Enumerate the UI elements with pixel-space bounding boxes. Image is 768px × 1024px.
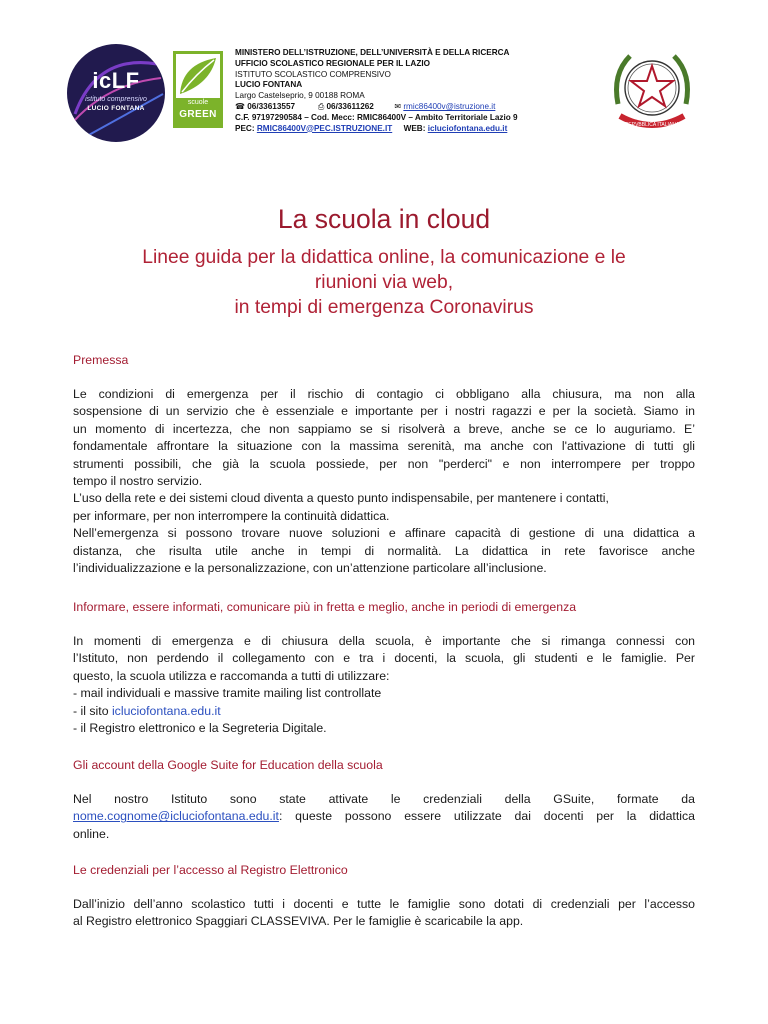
pec-label: PEC: (235, 123, 255, 133)
heading-registro: Le credenziali per l’accesso al Registro Elettronico (73, 863, 348, 877)
paragraph-gsuite (73, 791, 695, 843)
letterhead (235, 48, 605, 134)
paragraph-informare (73, 633, 695, 737)
ministry-name: MINISTERO DELL’ISTRUZIONE, DELL’UNIVERSITÀ E DELLA RICERCA (235, 48, 510, 57)
fiscal-codes: C.F. 97197290584 – Cod. Mecc: RMIC86400V – Ambito Territoriale Lazio 9 (235, 112, 518, 122)
fax-icon: ⎙ (317, 101, 325, 111)
text-line: fondamentale affrontare la situazione con la massima serenità, ma anche con l'attivazione di tutti gli (73, 439, 695, 454)
subtitle-line: riunioni via web, (314, 272, 454, 293)
text-line: distanza, che risulta utile anche in tempi di normalità. La didattica in rete favorisce anche (73, 543, 695, 558)
scuole-green-logo (173, 51, 223, 128)
text-line: un momento di incertezza, che non sappiamo se si risolverà a breve, anche se ce lo auguriamo. E’ (73, 421, 695, 436)
logo-sub2: LUCIO FONTANA (87, 105, 145, 112)
regional-office: UFFICIO SCOLASTICO REGIONALE PER IL LAZIO (235, 58, 430, 68)
list-item: - mail individuali e massive tramite mailing list controllate (73, 686, 382, 701)
email-link[interactable]: rmic86400v@istruzione.it (403, 101, 496, 111)
text-line: Le condizioni di emergenza per il rischio di contagio ci obbligano alla chiusura, ma non alla (73, 387, 695, 401)
phone-icon: ☎ (235, 101, 245, 111)
paragraph-registro (73, 896, 695, 931)
phone-number: 06/33613557 (247, 101, 296, 111)
list-item: - il Registro elettronico e la Segreteria Digitale. (73, 721, 327, 736)
institute-type: ISTITUTO SCOLASTICO COMPRENSIVO (235, 69, 391, 79)
text-line: online. (73, 826, 110, 841)
heading-gsuite: Gli account della Google Suite for Education della scuola (73, 758, 383, 772)
text-line: l’Istituto, non perdendo il collegamento con e tra i docenti, la scuola, gli studenti e le famiglie. Per (73, 651, 695, 666)
heading-informare: Informare, essere informati, comunicare più in fretta e meglio, anche in periodi di emergenza (73, 600, 577, 614)
mail-icon: ✉ (394, 101, 402, 111)
text-segment: : queste possono essere utilizzate dai docenti per la didattica (278, 809, 695, 824)
web-link[interactable]: icluciofontana.edu.it (427, 123, 508, 133)
logo-green-line2: GREEN (179, 109, 217, 120)
text-line: Nell’emergenza si possono trovare nuove soluzioni e affinare capacità di gestione di una didattica a (73, 526, 695, 541)
text-line: al Registro elettronico Spaggiari CLASSEVIVA. Per le famiglie è scaricabile la app. (73, 914, 524, 929)
logo-initials: icLF (92, 68, 140, 93)
heading-premessa: Premessa (73, 353, 129, 367)
text-line: Nel nostro Istituto sono state attivate le credenziali della GSuite, formate da (73, 792, 695, 806)
leaf-icon (176, 54, 220, 98)
pec-link[interactable]: RMIC86400V@PEC.ISTRUZIONE.IT (256, 123, 393, 133)
address: Largo Castelseprio, 9 00188 ROMA (235, 91, 365, 101)
subtitle-line: Linee guida per la didattica online, la comunicazione e le (142, 247, 626, 268)
web-label: WEB: (403, 123, 426, 133)
site-link[interactable]: icluciofontana.edu.it (111, 703, 221, 718)
text-line: L’uso della rete e dei sistemi cloud diventa a questo punto indispensabile, per mantenere i contatti, (73, 491, 609, 506)
text-line: tempo il nostro servizio. (73, 474, 203, 489)
subtitle-line: in tempi di emergenza Coronavirus (234, 297, 534, 318)
institute-name: LUCIO FONTANA (235, 80, 303, 90)
text-line-email (73, 808, 695, 825)
pec-web-line (235, 124, 605, 135)
list-item-site (73, 703, 695, 720)
contacts-line (235, 102, 605, 113)
document-subtitle (90, 245, 678, 320)
text-line: l’individualizzazione e la personalizzazione, con un’attenzione particolare all’inclusione. (73, 561, 547, 576)
text-line: questo, la scuola utilizza e raccomanda a tutti di utilizzare: (73, 668, 390, 683)
text-line: sospensione di un servizio che è essenziale e importante per i nostri ragazzi e per la società. Siamo in (73, 404, 695, 419)
document-title: La scuola in cloud (277, 204, 491, 234)
logo-sub1: istituto comprensivo (85, 96, 147, 103)
gsuite-email-link[interactable]: nome.cognome@icluciofontana.edu.it (73, 809, 279, 824)
text-line: In momenti di emergenza e di chiusura della scuola, è importante che si rimanga connessi con (73, 634, 695, 648)
logo-green-line1: scuole (187, 99, 209, 106)
fax-number: 06/33611262 (326, 101, 374, 111)
text-line: strumenti possibili, che già la scuola possiede, per non "perderci" e non interrompere per troppo (73, 456, 695, 471)
site-prefix: - il sito (73, 703, 112, 718)
iclf-logo (67, 44, 165, 142)
text-line: per informare, per non interrompere la continuità didattica. (73, 508, 390, 523)
italian-republic-emblem-icon (608, 44, 696, 136)
paragraph-premessa (73, 386, 695, 577)
emblem-ribbon-text: REPVBBLICA ITALIANA (624, 122, 680, 128)
text-line: Dall’inizio dell’anno scolastico tutti i docenti e tutte le famiglie sono dotati di credenziali per l’accesso (73, 897, 695, 911)
